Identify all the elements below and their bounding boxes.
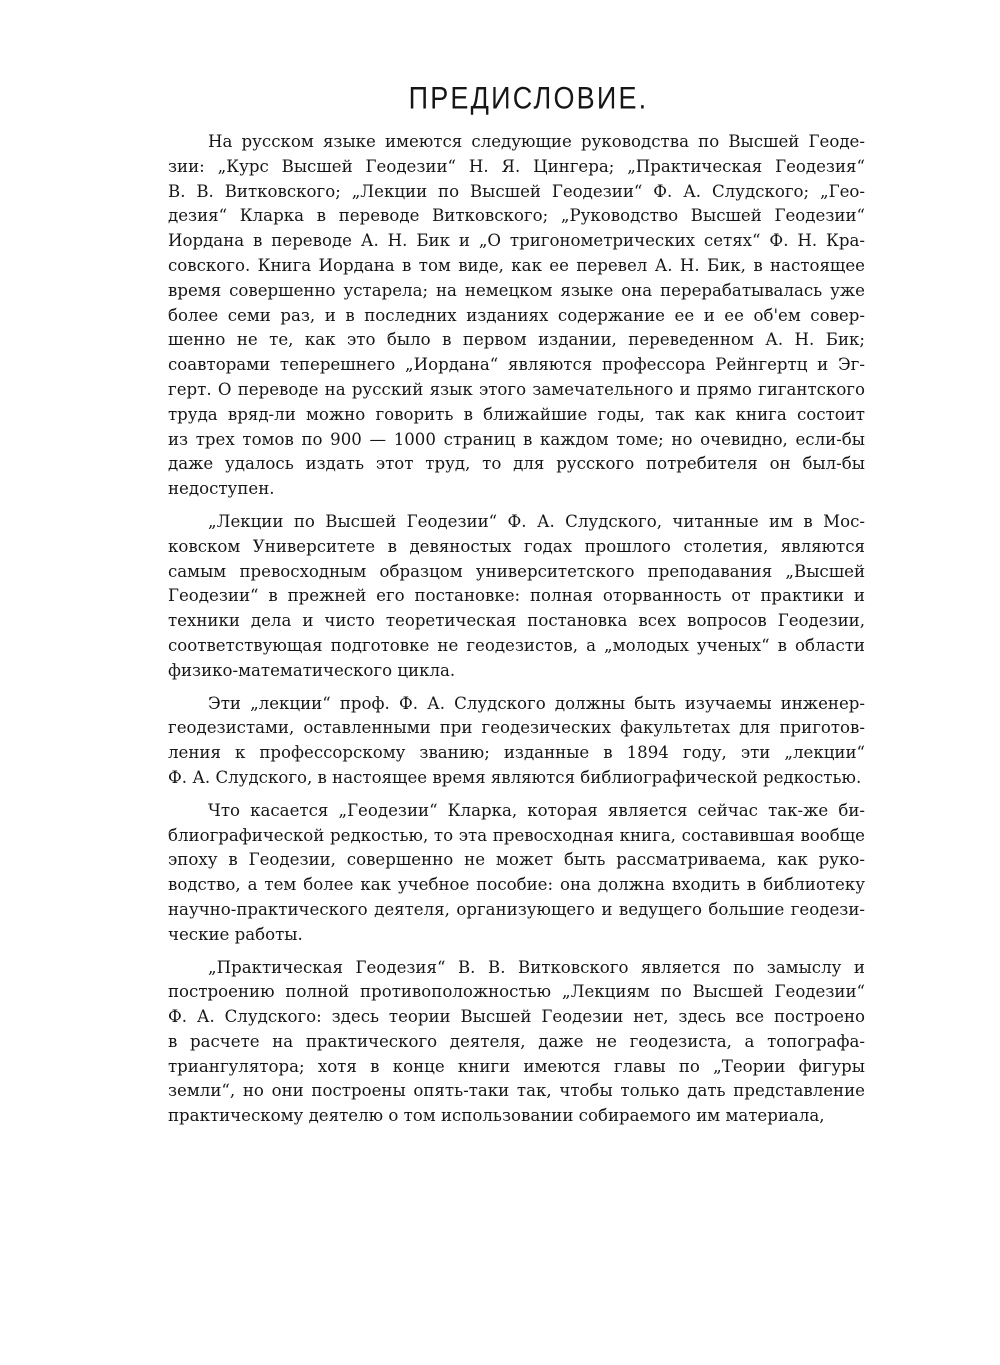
paragraph bbox=[168, 692, 865, 791]
text-line: ческие работы. bbox=[168, 924, 303, 944]
text-line: триангулятора; хотя в конце книги имеются главы по „Теории фигуры bbox=[168, 1056, 865, 1076]
text-line: совского. Книга Иордана в том виде, как ее перевел А. Н. Бик, в настоящее bbox=[168, 255, 865, 275]
text-line: В. В. Витковского; „Лекции по Высшей Геодезии“ Ф. А. Слудского; „Гео- bbox=[168, 181, 865, 201]
paragraph bbox=[168, 130, 865, 502]
text-line: научно-практического деятеля, организующего и ведущего большие геодези- bbox=[168, 899, 865, 919]
text-line: из трех томов по 900 — 1000 страниц в каждом томе; но очевидно, если-бы bbox=[168, 429, 865, 449]
paragraph bbox=[168, 510, 865, 684]
text-line: ления к профессорскому званию; изданные в 1894 году, эти „лекции“ bbox=[168, 743, 865, 763]
text-line: время совершенно устарела; на немецком языке она перерабатывалась уже bbox=[168, 280, 865, 300]
page-content bbox=[168, 78, 865, 1129]
text-line: Что касается „Геодезии“ Кларка, которая является сейчас так-же би- bbox=[208, 800, 865, 820]
text-line: Эти „лекции“ проф. Ф. А. Слудского должны быть изучаемы инженер- bbox=[208, 693, 865, 713]
body-text bbox=[168, 130, 865, 1129]
text-line: земли“, но они построены опять-таки так, чтобы только дать представление bbox=[168, 1081, 865, 1101]
text-line: соответствующая подготовке не геодезистов, а „молодых ученых“ в области bbox=[168, 635, 865, 655]
text-line: самым превосходным образцом университетского преподавания „Высшей bbox=[168, 561, 865, 581]
page-title: ПРЕДИСЛОВИЕ. bbox=[408, 80, 649, 116]
text-line: „Практическая Геодезия“ В. В. Витковского является по замыслу и bbox=[208, 957, 865, 977]
text-line: Геодезии“ в прежней его постановке: полная оторванность от практики и bbox=[168, 586, 865, 606]
text-line: На русском языке имеются следующие руководства по Высшей Геоде- bbox=[208, 132, 865, 151]
text-line: Иордана в переводе А. Н. Бик и „О тригонометрических сетях“ Ф. Н. Кра- bbox=[168, 231, 865, 251]
text-line: соавторами теперешнего „Иордана“ являются профессора Рейнгертц и Эг- bbox=[168, 355, 865, 375]
text-line: блиографической редкостью, то эта превосходная книга, составившая вообще bbox=[168, 825, 865, 845]
text-line: герт. О переводе на русский язык этого замечательного и прямо гигантского bbox=[168, 379, 865, 399]
text-line: зии: „Курс Высшей Геодезии“ Н. Я. Цингера; „Практическая Геодезия“ bbox=[168, 156, 865, 176]
text-line: построению полной противоположностью „Лекциям по Высшей Геодезии“ bbox=[168, 982, 865, 1002]
text-line: эпоху в Геодезии, совершенно не может быть рассматриваема, как руко- bbox=[168, 850, 865, 870]
text-line: Ф. А. Слудского: здесь теории Высшей Геодезии нет, здесь все построено bbox=[168, 1007, 865, 1027]
text-line: ковском Университете в девяностых годах прошлого столетия, являются bbox=[168, 536, 865, 556]
paragraph bbox=[168, 956, 865, 1130]
text-line: геодезистами, оставленными при геодезических факультетах для приготов- bbox=[168, 718, 865, 738]
paragraph bbox=[168, 799, 865, 948]
text-line: практическому деятелю о том использовании собираемого им материала, bbox=[168, 1106, 825, 1126]
text-line: „Лекции по Высшей Геодезии“ Ф. А. Слудского, читанные им в Мос- bbox=[208, 511, 865, 531]
text-line: даже удалось издать этот труд, то для русского потребителя он был-бы bbox=[168, 454, 865, 474]
text-line: дезия“ Кларка в переводе Витковского; „Руководство Высшей Геодезии“ bbox=[168, 206, 865, 226]
text-line: более семи раз, и в последних изданиях содержание ее и ее об'ем совер- bbox=[168, 305, 865, 325]
text-line: техники дела и чисто теоретическая постановка всех вопросов Геодезии, bbox=[168, 611, 865, 631]
text-line: в расчете на практического деятеля, даже не геодезиста, а топографа- bbox=[168, 1031, 865, 1051]
text-line: шенно не те, как это было в первом издании, переведенном А. Н. Бик; bbox=[168, 330, 865, 350]
text-line: физико-математического цикла. bbox=[168, 660, 456, 680]
text-line: труда вряд-ли можно говорить в ближайшие годы, так как книга состоит bbox=[168, 404, 865, 424]
text-line: Ф. А. Слудского, в настоящее время являются библиографической редкостью. bbox=[168, 767, 862, 787]
text-line: водство, а тем более как учебное пособие: она должна входить в библиотеку bbox=[168, 875, 865, 895]
text-line: недоступен. bbox=[168, 479, 275, 499]
